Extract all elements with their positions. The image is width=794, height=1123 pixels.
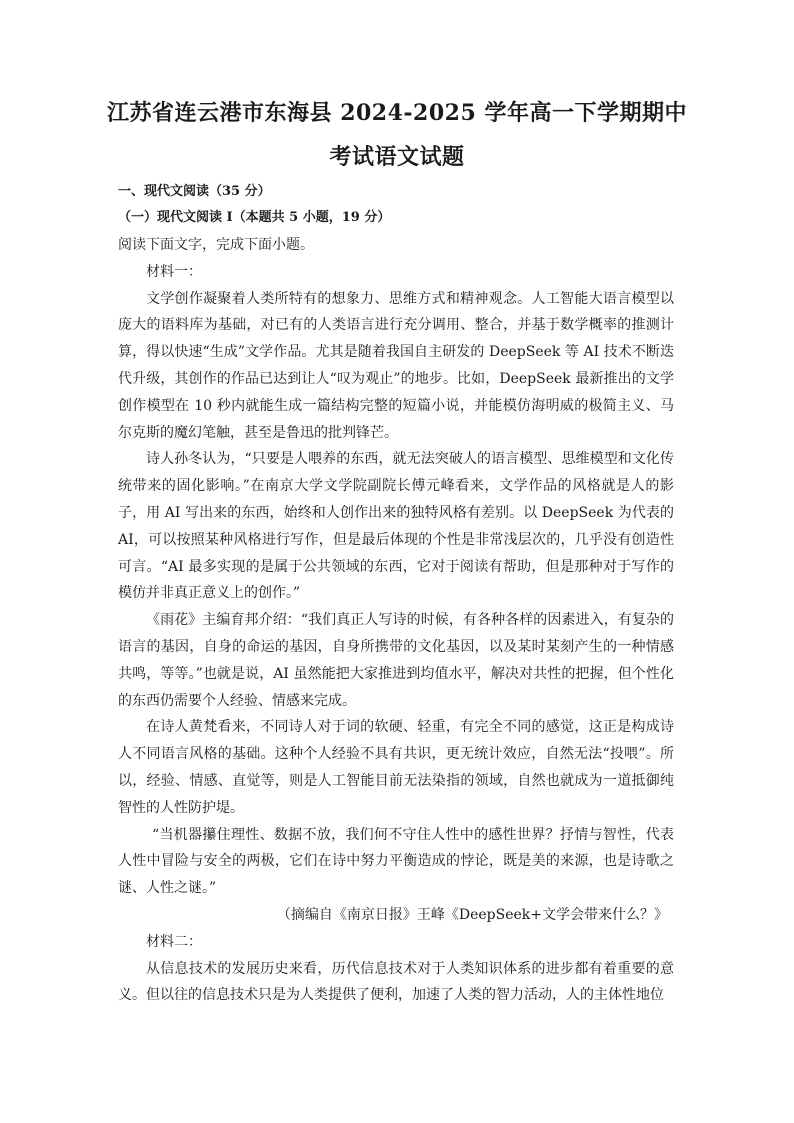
document-title-line-2: 考试语文试题 xyxy=(329,144,465,170)
material-2-paragraph: 从信息技术的发展历史来看，历代信息技术对于人类知识体系的进步都有着重要的意义。但以往的信息技术只是为人类提供了便利，加速了人类的智力活动，人的主体性地位 xyxy=(118,960,674,1004)
material-1-paragraph: 《雨花》主编育邦介绍：“我们真正人写诗的时候，有各种各样的因素进入，有复杂的语言的基因，自身的命运的基因，自身所携带的文化基因，以及某时某刻产生的一种情感共鸣，等等。”也就是说，AI 虽然能把大家推进到均值水平，解决对共性的把握，但个性化的东西仍需要个人经验、情感来完成。 xyxy=(118,612,674,709)
instruction-text: 阅读下面文字，完成下面小题。 xyxy=(118,237,314,253)
document-title-line-1: 江苏省连云港市东海县 2024-2025 学年高一下学期期中 xyxy=(107,100,687,126)
material-1-paragraph: 诗人孙冬认为，“只要是人喂养的东西，就无法突破人的语言模型、思维模型和文化传统带来的固化影响。”在南京大学文学院副院长傅元峰看来，文学作品的风格就是人的影子，用 AI 写出来的东西，始终和人创作出来的独特风格有差别。以 DeepSeek 为代表的 AI，可以按照某种风格进行写作，但是最后体现的个性是非常浅层次的，几乎没有创造性可言。“AI 最多实现的是属于公共领域的东西，它对于阅读有帮助，但是那种对于写作的模仿并非真正意义上的创作。” xyxy=(118,451,674,602)
material-2-label: 材料二： xyxy=(146,933,202,950)
material-1-paragraph: 文学创作凝聚着人类所特有的想象力、思维方式和精神观念。人工智能大语言模型以庞大的语料库为基础，对已有的人类语言进行充分调用、整合，并基于数学概率的推测计算，得以快速“生成”文学作品。尤其是随着我国自主研发的 DeepSeek 等 AI 技术不断迭代升级，其创作的作品已达到让人“叹为观止”的地步。比如，DeepSeek 最新推出的文学创作模型在 10 秒内就能生成一篇结构完整的短篇小说，并能模仿海明威的极简主义、马尔克斯的魔幻笔触，甚至是鲁迅的批判锋芒。 xyxy=(118,290,674,441)
material-1-label: 材料一： xyxy=(146,263,202,280)
material-1-quote: “当机器攥住理性、数据不放，我们何不守住人性中的感性世界？抒情与智性，代表人性中冒险与安全的两极，它们在诗中努力平衡造成的悖论，既是美的来源，也是诗歌之谜、人性之谜。” xyxy=(118,826,674,897)
material-1-source: （摘编自《南京日报》王峰《DeepSeek+文学会带来什么？》 xyxy=(276,906,668,923)
material-1-paragraph: 在诗人黄梵看来，不同诗人对于词的软硬、轻重，有完全不同的感觉，这正是构成诗人不同语言风格的基础。这种个人经验不具有共识，更无统计效应，自然无法“投喂”。所以，经验、情感、直觉等，则是人工智能目前无法染指的领域，自然也就成为一道抵御纯智性的人性防护堤。 xyxy=(118,719,674,816)
document-body xyxy=(118,232,674,1009)
subsection-heading: （一）现代文阅读 I（本题共 5 小题，19 分） xyxy=(118,210,391,225)
section-heading: 一、现代文阅读（35 分） xyxy=(118,184,271,199)
